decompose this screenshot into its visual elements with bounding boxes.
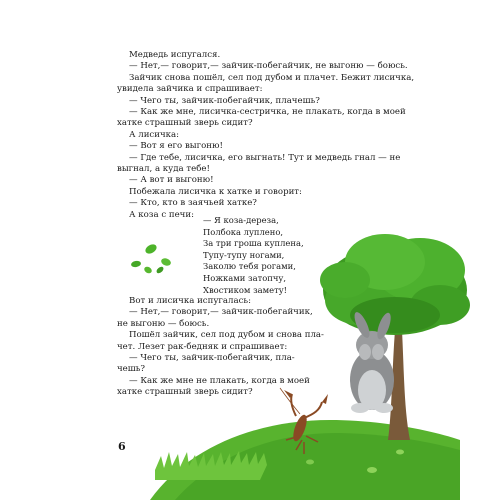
grass-hill [150,420,460,500]
text-line: — Как же мне, лисичка-сестричка, не плакать, когда в моей [129,107,406,118]
flying-leaves [131,243,172,275]
leaf [155,266,164,275]
text-line: — Чего ты, зайчик-побегайчик, плачешь? [129,95,320,106]
text-line: — Где тебе, лисичка, его выгнать! Тут и медведь гнал — не [129,152,401,163]
text-line: — Нет,— говорит,— зайчик-побегайчик, не выгоню — боюсь. [129,61,408,72]
story-text-top [117,50,415,221]
text-line: увидела зайчика и спрашивает: [117,84,263,95]
poem-line: Полбока луплено, [203,226,284,237]
text-line: А коза с печи: [129,209,194,220]
poem-line: Хвостиком замету! [203,284,288,295]
text-line: не выгоню — боюсь. [117,318,210,329]
text-line: Зайчик снова пошёл, сел под дубом и плачет. Бежит лисичка, [129,72,415,83]
text-line: А лисичка: [129,129,180,140]
text-line: — Вот я его выгоню! [129,141,223,152]
text-line: — Как же мне не плакать, когда в моей [129,375,310,386]
text-line: чешь? [117,364,146,375]
poem-line: За три гроша куплена, [203,238,304,249]
leaf [143,265,153,274]
text-line: Пошёл зайчик, сел под дубом и снова пла- [129,330,324,341]
text-line: выгнал, а куда тебе! [117,164,210,175]
text-line: — А вот и выгоню! [129,175,214,186]
text-line: Вот и лисичка испугалась: [129,296,251,306]
poem-line: Ножками затопчу, [203,272,286,283]
poem-line: — Я коза-дереза, [203,215,279,225]
poem-line: Заколю тебя рогами, [203,261,296,272]
leaf [144,243,158,256]
goat-poem [203,215,304,296]
poem-line: Тупу-тупу ногами, [203,249,285,260]
text-line: — Чего ты, зайчик-побегайчик, пла- [129,353,295,364]
text-line: — Нет,— говорит,— зайчик-побегайчик, [129,307,313,318]
text-line: Медведь испугался. [129,50,221,60]
page-number: 6 [118,440,126,453]
text-line: — Кто, кто в заячьей хатке? [129,198,257,209]
text-line: чет. Лезет рак-бедняк и спрашивает: [117,341,288,352]
leaf [131,260,142,268]
story-text-bottom [117,296,407,399]
text-line: хатке страшный зверь сидит? [117,118,253,129]
text-line: Побежала лисичка к хатке и говорит: [129,186,302,197]
text-line: хатке страшный зверь сидит? [117,387,253,398]
leaf [160,257,172,267]
